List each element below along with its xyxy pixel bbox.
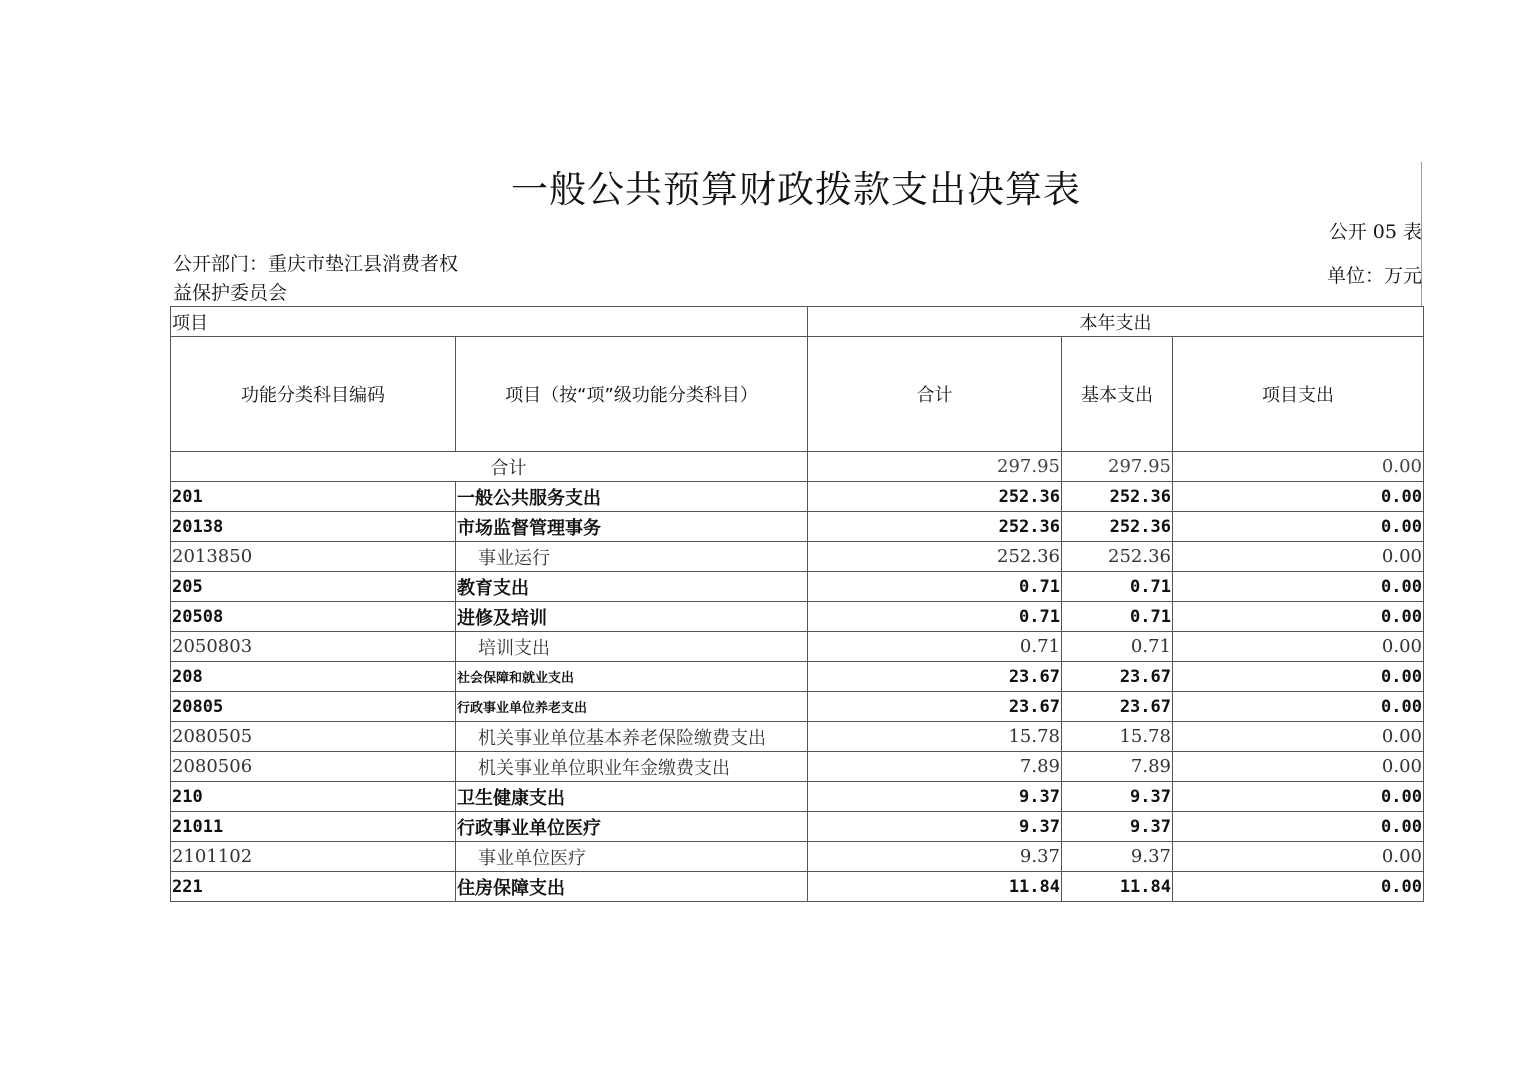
- table-row: [171, 572, 1424, 602]
- row-project: 0.00: [1173, 542, 1424, 572]
- row-code: 205: [171, 572, 456, 602]
- row-total: 7.89: [808, 752, 1062, 782]
- row-project: 0.00: [1173, 572, 1424, 602]
- row-basic: 0.71: [1062, 572, 1173, 602]
- unit-label: 单位：万元: [1326, 265, 1422, 287]
- row-name: 教育支出: [456, 572, 808, 602]
- row-name: 市场监督管理事务: [456, 512, 808, 542]
- row-project: 0.00: [1173, 692, 1424, 722]
- total-label: 合计: [171, 452, 808, 482]
- document-title: 一般公共预算财政拨款支出决算表: [511, 168, 1081, 211]
- row-project: 0.00: [1173, 662, 1424, 692]
- row-basic: 0.71: [1062, 632, 1173, 662]
- row-code: 2050803: [171, 632, 456, 662]
- row-code: 20138: [171, 512, 456, 542]
- row-total: 0.71: [808, 602, 1062, 632]
- row-basic: 252.36: [1062, 512, 1173, 542]
- row-code: 2080506: [171, 752, 456, 782]
- table-row: [171, 722, 1424, 752]
- row-total: 9.37: [808, 842, 1062, 872]
- row-basic: 7.89: [1062, 752, 1173, 782]
- row-project: 0.00: [1173, 632, 1424, 662]
- header-total: 合计: [808, 337, 1062, 452]
- row-project: 0.00: [1173, 782, 1424, 812]
- table-row: [171, 692, 1424, 722]
- row-total: 9.37: [808, 782, 1062, 812]
- row-code: 2013850: [171, 542, 456, 572]
- row-code: 20508: [171, 602, 456, 632]
- row-total: 0.71: [808, 632, 1062, 662]
- form-number: 公开 05 表: [1328, 221, 1422, 243]
- row-name: 事业运行: [456, 542, 808, 572]
- row-name: 卫生健康支出: [456, 782, 808, 812]
- total-total: 297.95: [808, 452, 1062, 482]
- row-total: 9.37: [808, 812, 1062, 842]
- row-name: 培训支出: [456, 632, 808, 662]
- row-total: 11.84: [808, 872, 1062, 902]
- table-row: [171, 662, 1424, 692]
- table-row: [171, 632, 1424, 662]
- header-current-year: 本年支出: [808, 307, 1424, 337]
- row-project: 0.00: [1173, 512, 1424, 542]
- row-project: 0.00: [1173, 842, 1424, 872]
- header-name: 项目（按“项”级功能分类科目）: [456, 337, 808, 452]
- row-name: 进修及培训: [456, 602, 808, 632]
- row-basic: 252.36: [1062, 482, 1173, 512]
- header-basic: 基本支出: [1062, 337, 1173, 452]
- row-name: 行政事业单位养老支出: [456, 692, 808, 722]
- row-total: 0.71: [808, 572, 1062, 602]
- table-row: [171, 872, 1424, 902]
- table-row: [171, 812, 1424, 842]
- department-label: 公开部门：重庆市垫江县消费者权益保护委员会: [173, 253, 459, 304]
- row-basic: 11.84: [1062, 872, 1173, 902]
- row-name: 机关事业单位职业年金缴费支出: [456, 752, 808, 782]
- row-basic: 9.37: [1062, 782, 1173, 812]
- total-project: 0.00: [1173, 452, 1424, 482]
- row-code: 20805: [171, 692, 456, 722]
- row-code: 2080505: [171, 722, 456, 752]
- row-project: 0.00: [1173, 752, 1424, 782]
- row-code: 201: [171, 482, 456, 512]
- row-code: 210: [171, 782, 456, 812]
- header-project: 项目支出: [1173, 337, 1424, 452]
- row-basic: 9.37: [1062, 812, 1173, 842]
- budget-table: [170, 306, 1424, 902]
- row-total: 252.36: [808, 482, 1062, 512]
- total-row: [171, 452, 1424, 482]
- row-code: 2101102: [171, 842, 456, 872]
- row-code: 208: [171, 662, 456, 692]
- row-total: 252.36: [808, 512, 1062, 542]
- row-project: 0.00: [1173, 722, 1424, 752]
- row-basic: 0.71: [1062, 602, 1173, 632]
- row-basic: 23.67: [1062, 692, 1173, 722]
- row-basic: 252.36: [1062, 542, 1173, 572]
- row-project: 0.00: [1173, 602, 1424, 632]
- row-basic: 15.78: [1062, 722, 1173, 752]
- header-code: 功能分类科目编码: [171, 337, 456, 452]
- row-code: 221: [171, 872, 456, 902]
- table-row: [171, 512, 1424, 542]
- header-row-top: [171, 307, 1424, 337]
- table-row: [171, 752, 1424, 782]
- total-basic: 297.95: [1062, 452, 1173, 482]
- row-basic: 23.67: [1062, 662, 1173, 692]
- row-total: 15.78: [808, 722, 1062, 752]
- table-row: [171, 602, 1424, 632]
- row-name: 一般公共服务支出: [456, 482, 808, 512]
- table-row: [171, 842, 1424, 872]
- row-name: 机关事业单位基本养老保险缴费支出: [456, 722, 808, 752]
- row-total: 23.67: [808, 692, 1062, 722]
- row-project: 0.00: [1173, 872, 1424, 902]
- row-basic: 9.37: [1062, 842, 1173, 872]
- row-project: 0.00: [1173, 482, 1424, 512]
- row-name: 事业单位医疗: [456, 842, 808, 872]
- row-project: 0.00: [1173, 812, 1424, 842]
- row-name: 住房保障支出: [456, 872, 808, 902]
- header-item: 项目: [171, 307, 808, 337]
- row-name: 行政事业单位医疗: [456, 812, 808, 842]
- row-total: 23.67: [808, 662, 1062, 692]
- row-total: 252.36: [808, 542, 1062, 572]
- table-row: [171, 482, 1424, 512]
- table-row: [171, 782, 1424, 812]
- row-code: 21011: [171, 812, 456, 842]
- header-row-main: [171, 337, 1424, 452]
- table-row: [171, 542, 1424, 572]
- row-name: 社会保障和就业支出: [456, 662, 808, 692]
